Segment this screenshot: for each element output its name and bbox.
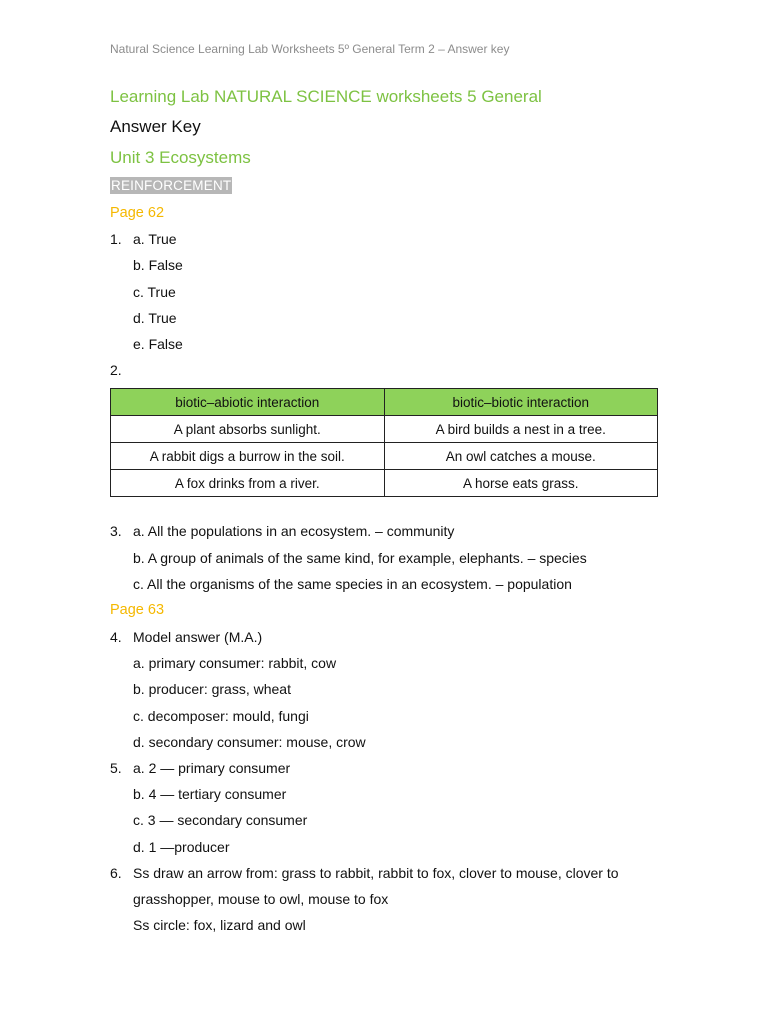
q5-answer-b: b. 4 — tertiary consumer bbox=[133, 786, 287, 802]
table-cell: A rabbit digs a burrow in the soil. bbox=[111, 443, 385, 470]
q5-answer-a: a. 2 — primary consumer bbox=[133, 760, 291, 776]
table-cell: A fox drinks from a river. bbox=[111, 470, 385, 497]
table-row bbox=[111, 416, 658, 443]
q1-answer-b: b. False bbox=[133, 257, 183, 273]
q1-answer-c: c. True bbox=[133, 284, 176, 300]
table-cell: An owl catches a mouse. bbox=[384, 443, 658, 470]
q1-answer-e: e. False bbox=[133, 336, 183, 352]
q4-answer-a: a. primary consumer: rabbit, cow bbox=[133, 655, 337, 671]
q4-answer-b: b. producer: grass, wheat bbox=[133, 681, 291, 697]
table-header-row bbox=[111, 389, 658, 416]
unit-heading: Unit 3 Ecosystems bbox=[110, 148, 251, 167]
table-cell: A bird builds a nest in a tree. bbox=[384, 416, 658, 443]
table-header-biotic-abiotic: biotic–abiotic interaction bbox=[111, 389, 385, 416]
question-6-number: 6. bbox=[110, 865, 122, 881]
q4-answer-d: d. secondary consumer: mouse, crow bbox=[133, 734, 366, 750]
table-cell: A horse eats grass. bbox=[384, 470, 658, 497]
question-3-number: 3. bbox=[110, 523, 122, 539]
table-row bbox=[111, 470, 658, 497]
question-4-number: 4. bbox=[110, 629, 122, 645]
q6-answer-line-1: Ss draw an arrow from: grass to rabbit, rabbit to fox, clover to mouse, clover to bbox=[133, 865, 619, 881]
q6-answer-line-3: Ss circle: fox, lizard and owl bbox=[133, 917, 306, 933]
q5-answer-c: c. 3 — secondary consumer bbox=[133, 812, 308, 828]
q1-answer-a: a. True bbox=[133, 231, 177, 247]
question-2-number: 2. bbox=[110, 362, 122, 378]
q1-answer-d: d. True bbox=[133, 310, 177, 326]
q3-answer-a: a. All the populations in an ecosystem. – community bbox=[133, 523, 455, 539]
interaction-table bbox=[110, 388, 658, 497]
answer-key-heading: Answer Key bbox=[110, 117, 201, 136]
table-header-biotic-biotic: biotic–biotic interaction bbox=[384, 389, 658, 416]
q4-model-answer: Model answer (M.A.) bbox=[133, 629, 263, 645]
running-header: Natural Science Learning Lab Worksheets 5º General Term 2 – Answer key bbox=[110, 42, 510, 56]
q3-answer-c: c. All the organisms of the same species in an ecosystem. – population bbox=[133, 576, 572, 592]
q4-answer-c: c. decomposer: mould, fungi bbox=[133, 708, 309, 724]
question-1-number: 1. bbox=[110, 231, 122, 247]
q3-answer-b: b. A group of animals of the same kind, for example, elephants. – species bbox=[133, 550, 587, 566]
table-cell: A plant absorbs sunlight. bbox=[111, 416, 385, 443]
section-label: REINFORCEMENT bbox=[111, 178, 232, 193]
q6-answer-line-2: grasshopper, mouse to owl, mouse to fox bbox=[133, 891, 389, 907]
table-row bbox=[111, 443, 658, 470]
page-63-label: Page 63 bbox=[110, 602, 165, 618]
document-title: Learning Lab NATURAL SCIENCE worksheets 5 General bbox=[110, 87, 542, 106]
q5-answer-d: d. 1 —producer bbox=[133, 839, 230, 855]
page-62-label: Page 62 bbox=[110, 205, 165, 221]
question-5-number: 5. bbox=[110, 760, 122, 776]
